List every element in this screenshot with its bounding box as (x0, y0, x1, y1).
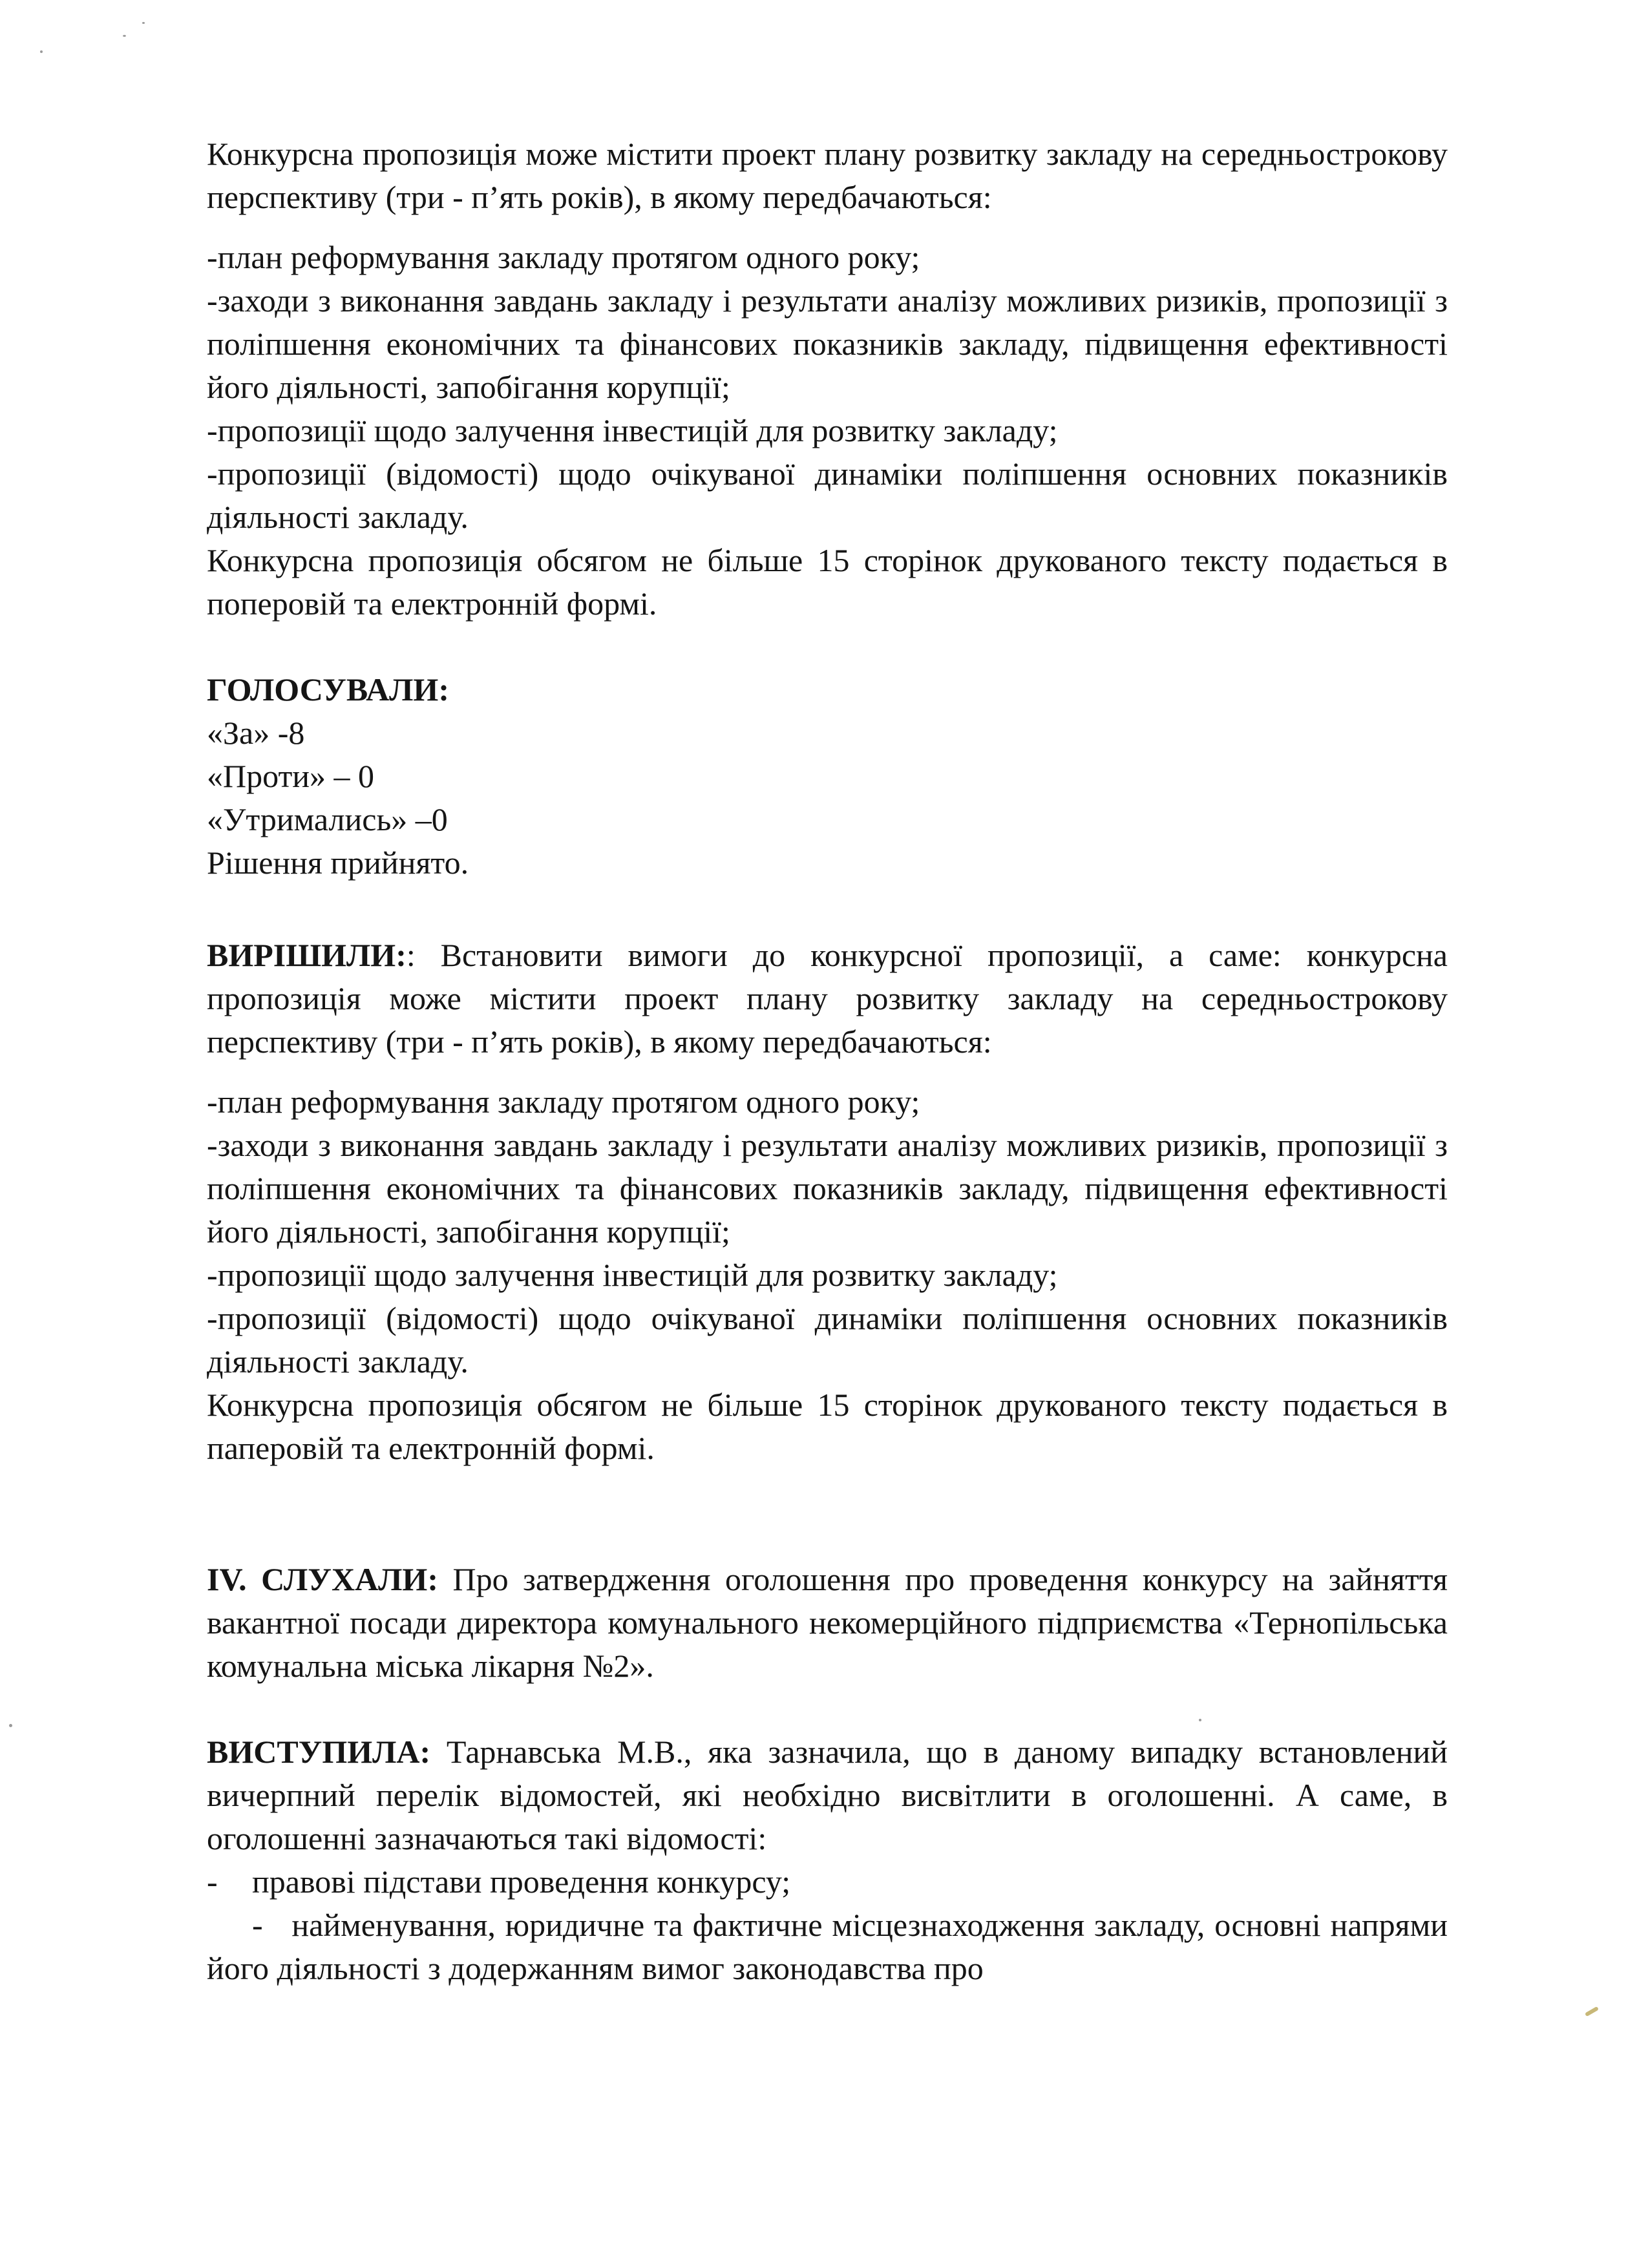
spoke-text: Тарнавська М.В., яка зазначила, що в даному випадку встановлений вичерпний перелік відомостей, які необхідно висвітлити в оголошенні. А саме, в оголошенні зазначаються такі відомості: (207, 1734, 1448, 1856)
decision-closing-paragraph: Конкурсна пропозиція обсягом не більше 15 сторінок друкованого тексту подається в паперовій та електронній формі. (207, 1387, 1448, 1466)
decision-paragraph (207, 934, 1448, 1064)
heard-paragraph (207, 1558, 1448, 1688)
spoke-list-item (207, 1860, 1448, 1904)
dash-mark: - (207, 1864, 218, 1900)
decision-item: -план реформування закладу протягом одного року; (207, 1084, 920, 1120)
decision-item: -пропозиції (відомості) щодо очікуваної динаміки поліпшення основних показників діяльності закладу. (207, 1300, 1448, 1380)
intro-item: -пропозиції (відомості) щодо очікуваної динаміки поліпшення основних показників діяльності закладу. (207, 456, 1448, 535)
spoke-list-item (207, 1904, 1448, 1990)
vote-result: Рішення прийнято. (207, 845, 469, 881)
heard-label: IV. СЛУХАЛИ: (207, 1561, 438, 1597)
heard-text: Про затвердження оголошення про проведення конкурсу на зайняття вакантної посади директора комунального некомерційного підприємства «Тернопільська комунальна міська лікарня №2». (207, 1561, 1448, 1684)
scan-speck (40, 50, 43, 53)
vote-against: «Проти» – 0 (207, 758, 375, 794)
dash-mark: - (252, 1907, 263, 1943)
decision-item: -пропозиції щодо залучення інвестицій для розвитку закладу; (207, 1257, 1058, 1293)
intro-item: -пропозиції щодо залучення інвестицій для розвитку закладу; (207, 412, 1058, 448)
decision-text: : Встановити вимоги до конкурсної пропозиції, а саме: конкурсна пропозиція може містити проект плану розвитку закладу на середньострокову перспективу (три - п’ять років), в якому передбачаються: (207, 937, 1448, 1060)
spoke-list-item-text: правові підстави проведення конкурсу; (252, 1864, 791, 1900)
spoke-list-item-text: найменування, юридичне та фактичне місцезнаходження закладу, основні напрями його діяльності з додержанням вимог законодавства про (207, 1907, 1448, 1986)
vote-for: «За» -8 (207, 715, 305, 751)
spoke-paragraph (207, 1730, 1448, 1860)
paper-stain (1585, 2006, 1599, 2017)
intro-item: -заходи з виконання завдань закладу і результати аналізу можливих ризиків, пропозиції з поліпшення економічних та фінансових показників закладу, підвищення ефективності його діяльності, запобігання корупції; (207, 282, 1448, 405)
decision-label: ВИРІШИЛИ: (207, 937, 407, 973)
scan-speck (9, 1724, 12, 1727)
intro-closing-paragraph: Конкурсна пропозиція обсягом не більше 15 сторінок друкованого тексту подається в поперовій та електронній формі. (207, 542, 1448, 622)
intro-paragraph: Конкурсна пропозиція може містити проект плану розвитку закладу на середньострокову перспективу (три - п’ять років), в якому передбачаються: (207, 136, 1448, 215)
decision-item: -заходи з виконання завдань закладу і результати аналізу можливих ризиків, пропозиції з поліпшення економічних та фінансових показників закладу, підвищення ефективності його діяльності, запобігання корупції; (207, 1127, 1448, 1250)
scan-speck (142, 22, 145, 24)
vote-abstained: «Утримались» –0 (207, 801, 448, 837)
vote-heading: ГОЛОСУВАЛИ: (207, 671, 449, 708)
spoke-label: ВИСТУПИЛА: (207, 1734, 431, 1770)
document-page (207, 132, 1448, 1990)
intro-item: -план реформування закладу протягом одного року; (207, 239, 920, 275)
spoke-list-item-text (263, 1907, 292, 1943)
scan-speck (123, 35, 126, 37)
